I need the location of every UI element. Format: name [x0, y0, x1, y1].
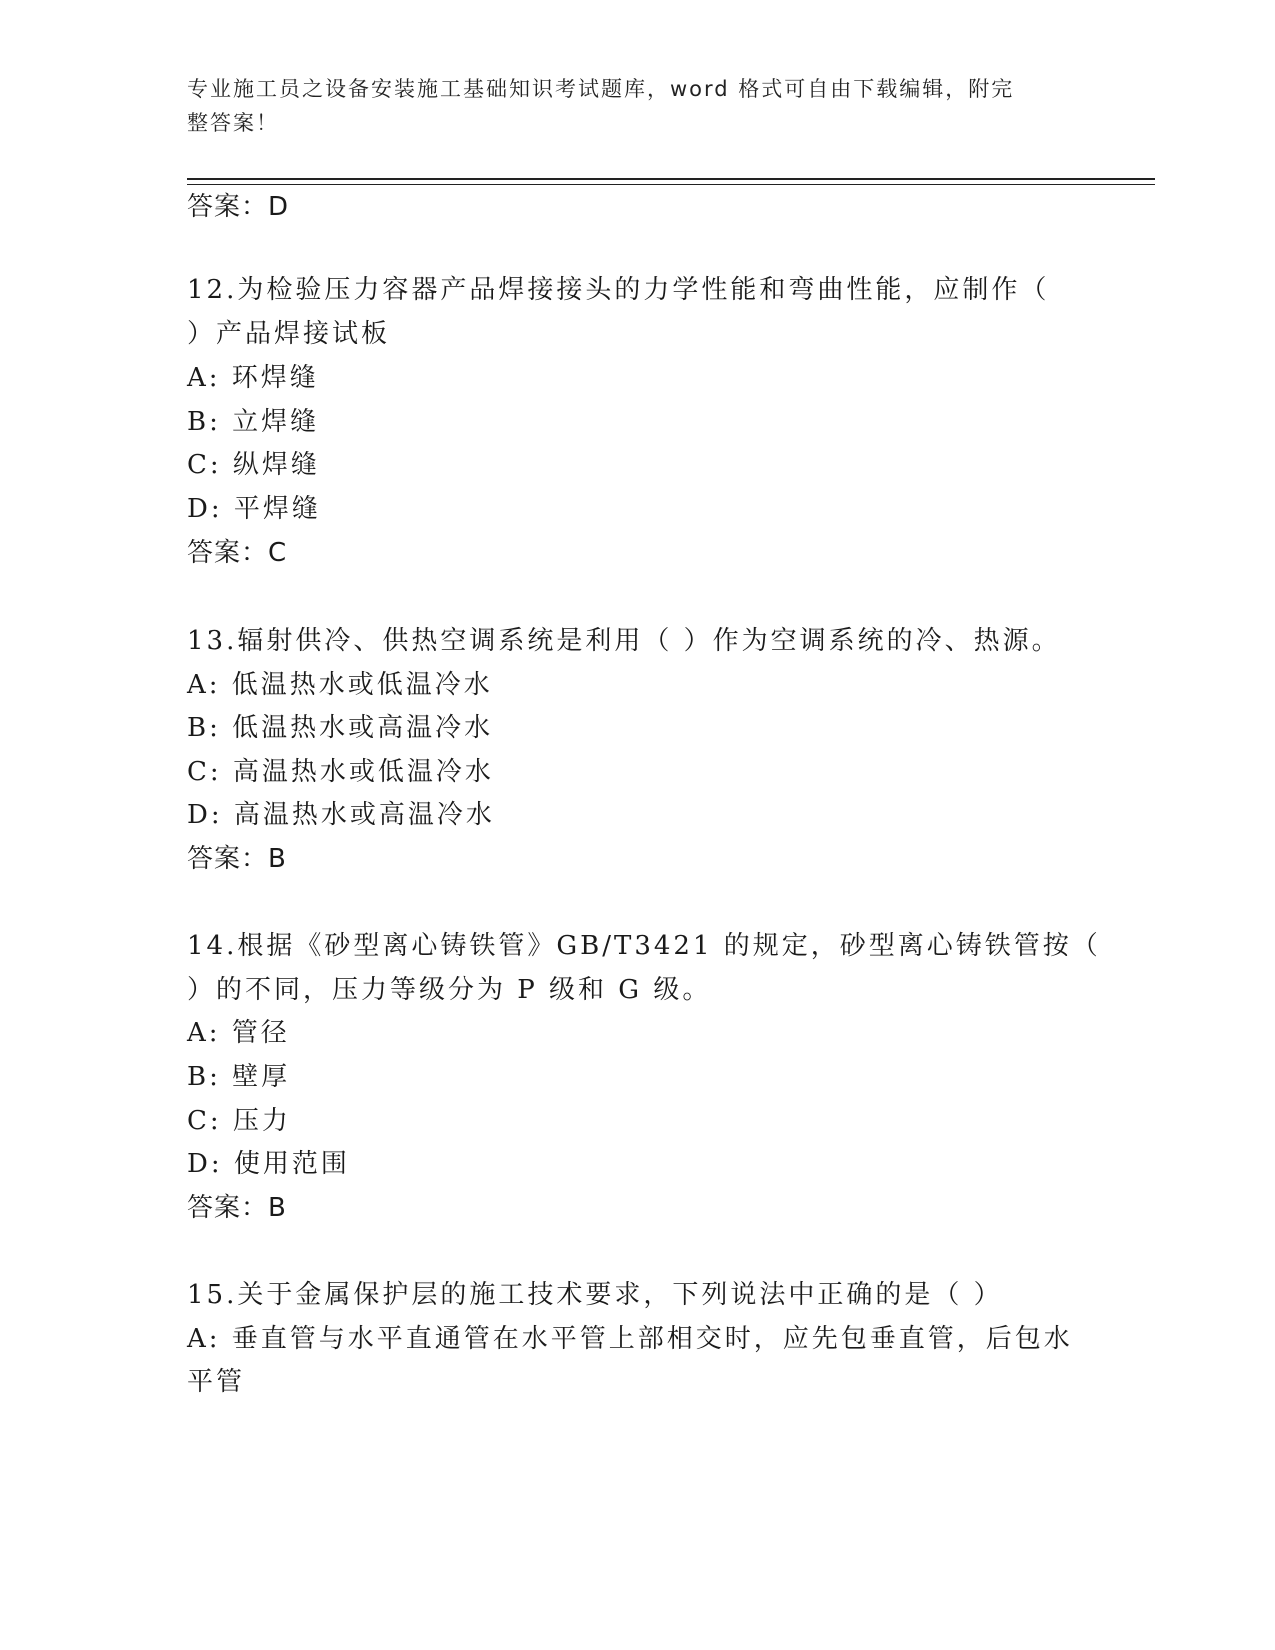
- question-12-option-d: D: 平焊缝: [187, 494, 321, 524]
- question-12-stem-1: 12.为检验压力容器产品焊接接头的力学性能和弯曲性能，应制作（: [187, 275, 1050, 305]
- question-14-option-b: B: 壁厚: [187, 1062, 291, 1092]
- question-12-answer: 答案：C: [187, 538, 288, 568]
- header-divider-thin: [187, 184, 1155, 185]
- question-14-option-d: D: 使用范围: [187, 1149, 350, 1179]
- question-15-stem-1: 15.关于金属保护层的施工技术要求，下列说法中正确的是（ ）: [187, 1280, 1003, 1310]
- question-13-option-a: A: 低温热水或低温冷水: [187, 670, 493, 700]
- question-12-option-b: B: 立焊缝: [187, 407, 320, 437]
- document-header: [187, 72, 1067, 140]
- question-14-answer: 答案：B: [187, 1193, 287, 1223]
- question-13-option-c: C: 高温热水或低温冷水: [187, 757, 494, 787]
- question-13-option-d: D: 高温热水或高温冷水: [187, 800, 495, 830]
- header-line-1: 专业施工员之设备安装施工基础知识考试题库，word 格式可自由下载编辑，附完: [187, 77, 1015, 101]
- question-15-option-a-cont: 平管: [187, 1367, 246, 1397]
- header-line-2: 整答案！: [187, 111, 279, 135]
- question-14-stem-1: 14.根据《砂型离心铸铁管》GB/T3421 的规定，砂型离心铸铁管按（: [187, 931, 1101, 961]
- header-divider-thick: [187, 178, 1155, 180]
- question-14-option-c: C: 压力: [187, 1106, 291, 1136]
- question-12-stem-2: ）产品焊接试板: [187, 319, 391, 349]
- question-15-option-a: A: 垂直管与水平直通管在水平管上部相交时，应先包垂直管，后包水: [187, 1324, 1073, 1354]
- question-14-stem-2: ）的不同，压力等级分为 P 级和 G 级。: [187, 975, 712, 1005]
- question-14-option-a: A: 管径: [187, 1018, 290, 1048]
- question-13-stem-1: 13.辐射供冷、供热空调系统是利用（ ）作为空调系统的冷、热源。: [187, 626, 1061, 656]
- question-12-option-a: A: 环焊缝: [187, 363, 319, 393]
- question-12-option-c: C: 纵焊缝: [187, 450, 320, 480]
- question-13-answer: 答案：B: [187, 844, 287, 874]
- answer-line-prev: 答案：D: [187, 192, 290, 222]
- question-13-option-b: B: 低温热水或高温冷水: [187, 713, 494, 743]
